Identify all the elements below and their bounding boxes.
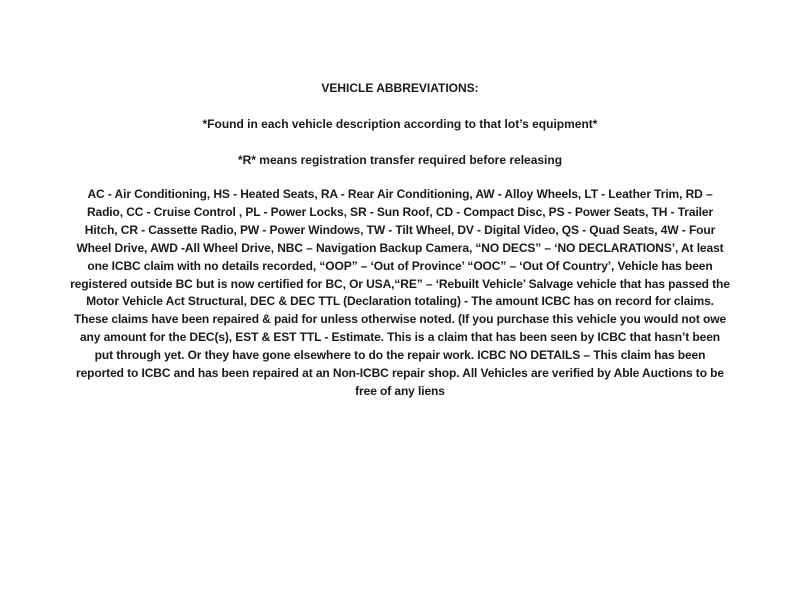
equipment-note: *Found in each vehicle description according to that lot’s equipment* <box>202 117 598 131</box>
document-body <box>70 78 730 401</box>
registration-note: *R* means registration transfer required before releasing <box>237 153 563 167</box>
document-title: VEHICLE ABBREVIATIONS: <box>321 81 479 95</box>
abbreviations-paragraph: AC - Air Conditioning, HS - Heated Seats, RA - Rear Air Conditioning, AW - Alloy Wheels, LT - Leather Trim, RD – Radio, CC - Cruise Control , PL - Power Locks, SR - Sun Roof, CD - Compact Disc, PS - Power Seats, TH - Trailer Hitch, CR - Cassette Radio, PW - Power Windows, TW - Tilt Wheel, DV - Digital Video, QS - Quad Seats, 4W - Four Wheel Drive, AWD -All Wheel Drive, NBC – Navigation Backup Camera, “NO DECS” – ‘NO DECLARATIONS’, At least one ICBC claim with no details recorded, “OOP” – ‘Out of Province’ “OOC” – ‘Out Of Country’, Vehicle has been registered outside BC but is now certified for BC, Or USA,“RE” – ‘Rebuilt Vehicle’ Salvage vehicle that has passed the Motor Vehicle Act Structural, DEC & DEC TTL (Declaration totaling) - The amount ICBC has on record for claims. These claims have been repaired & paid for unless otherwise noted. (If you purchase this vehicle you would not owe any amount for the DEC(s), EST & EST TTL - Estimate. This is a claim that has been seen by ICBC that hasn’t been put through yet. Or they have gone elsewhere to do the repair work. ICBC NO DETAILS – This claim has been reported to ICBC and has been repaired at an Non-ICBC repair shop. All Vehicles are verified by Able Auctions to be free of any liens <box>70 187 730 398</box>
